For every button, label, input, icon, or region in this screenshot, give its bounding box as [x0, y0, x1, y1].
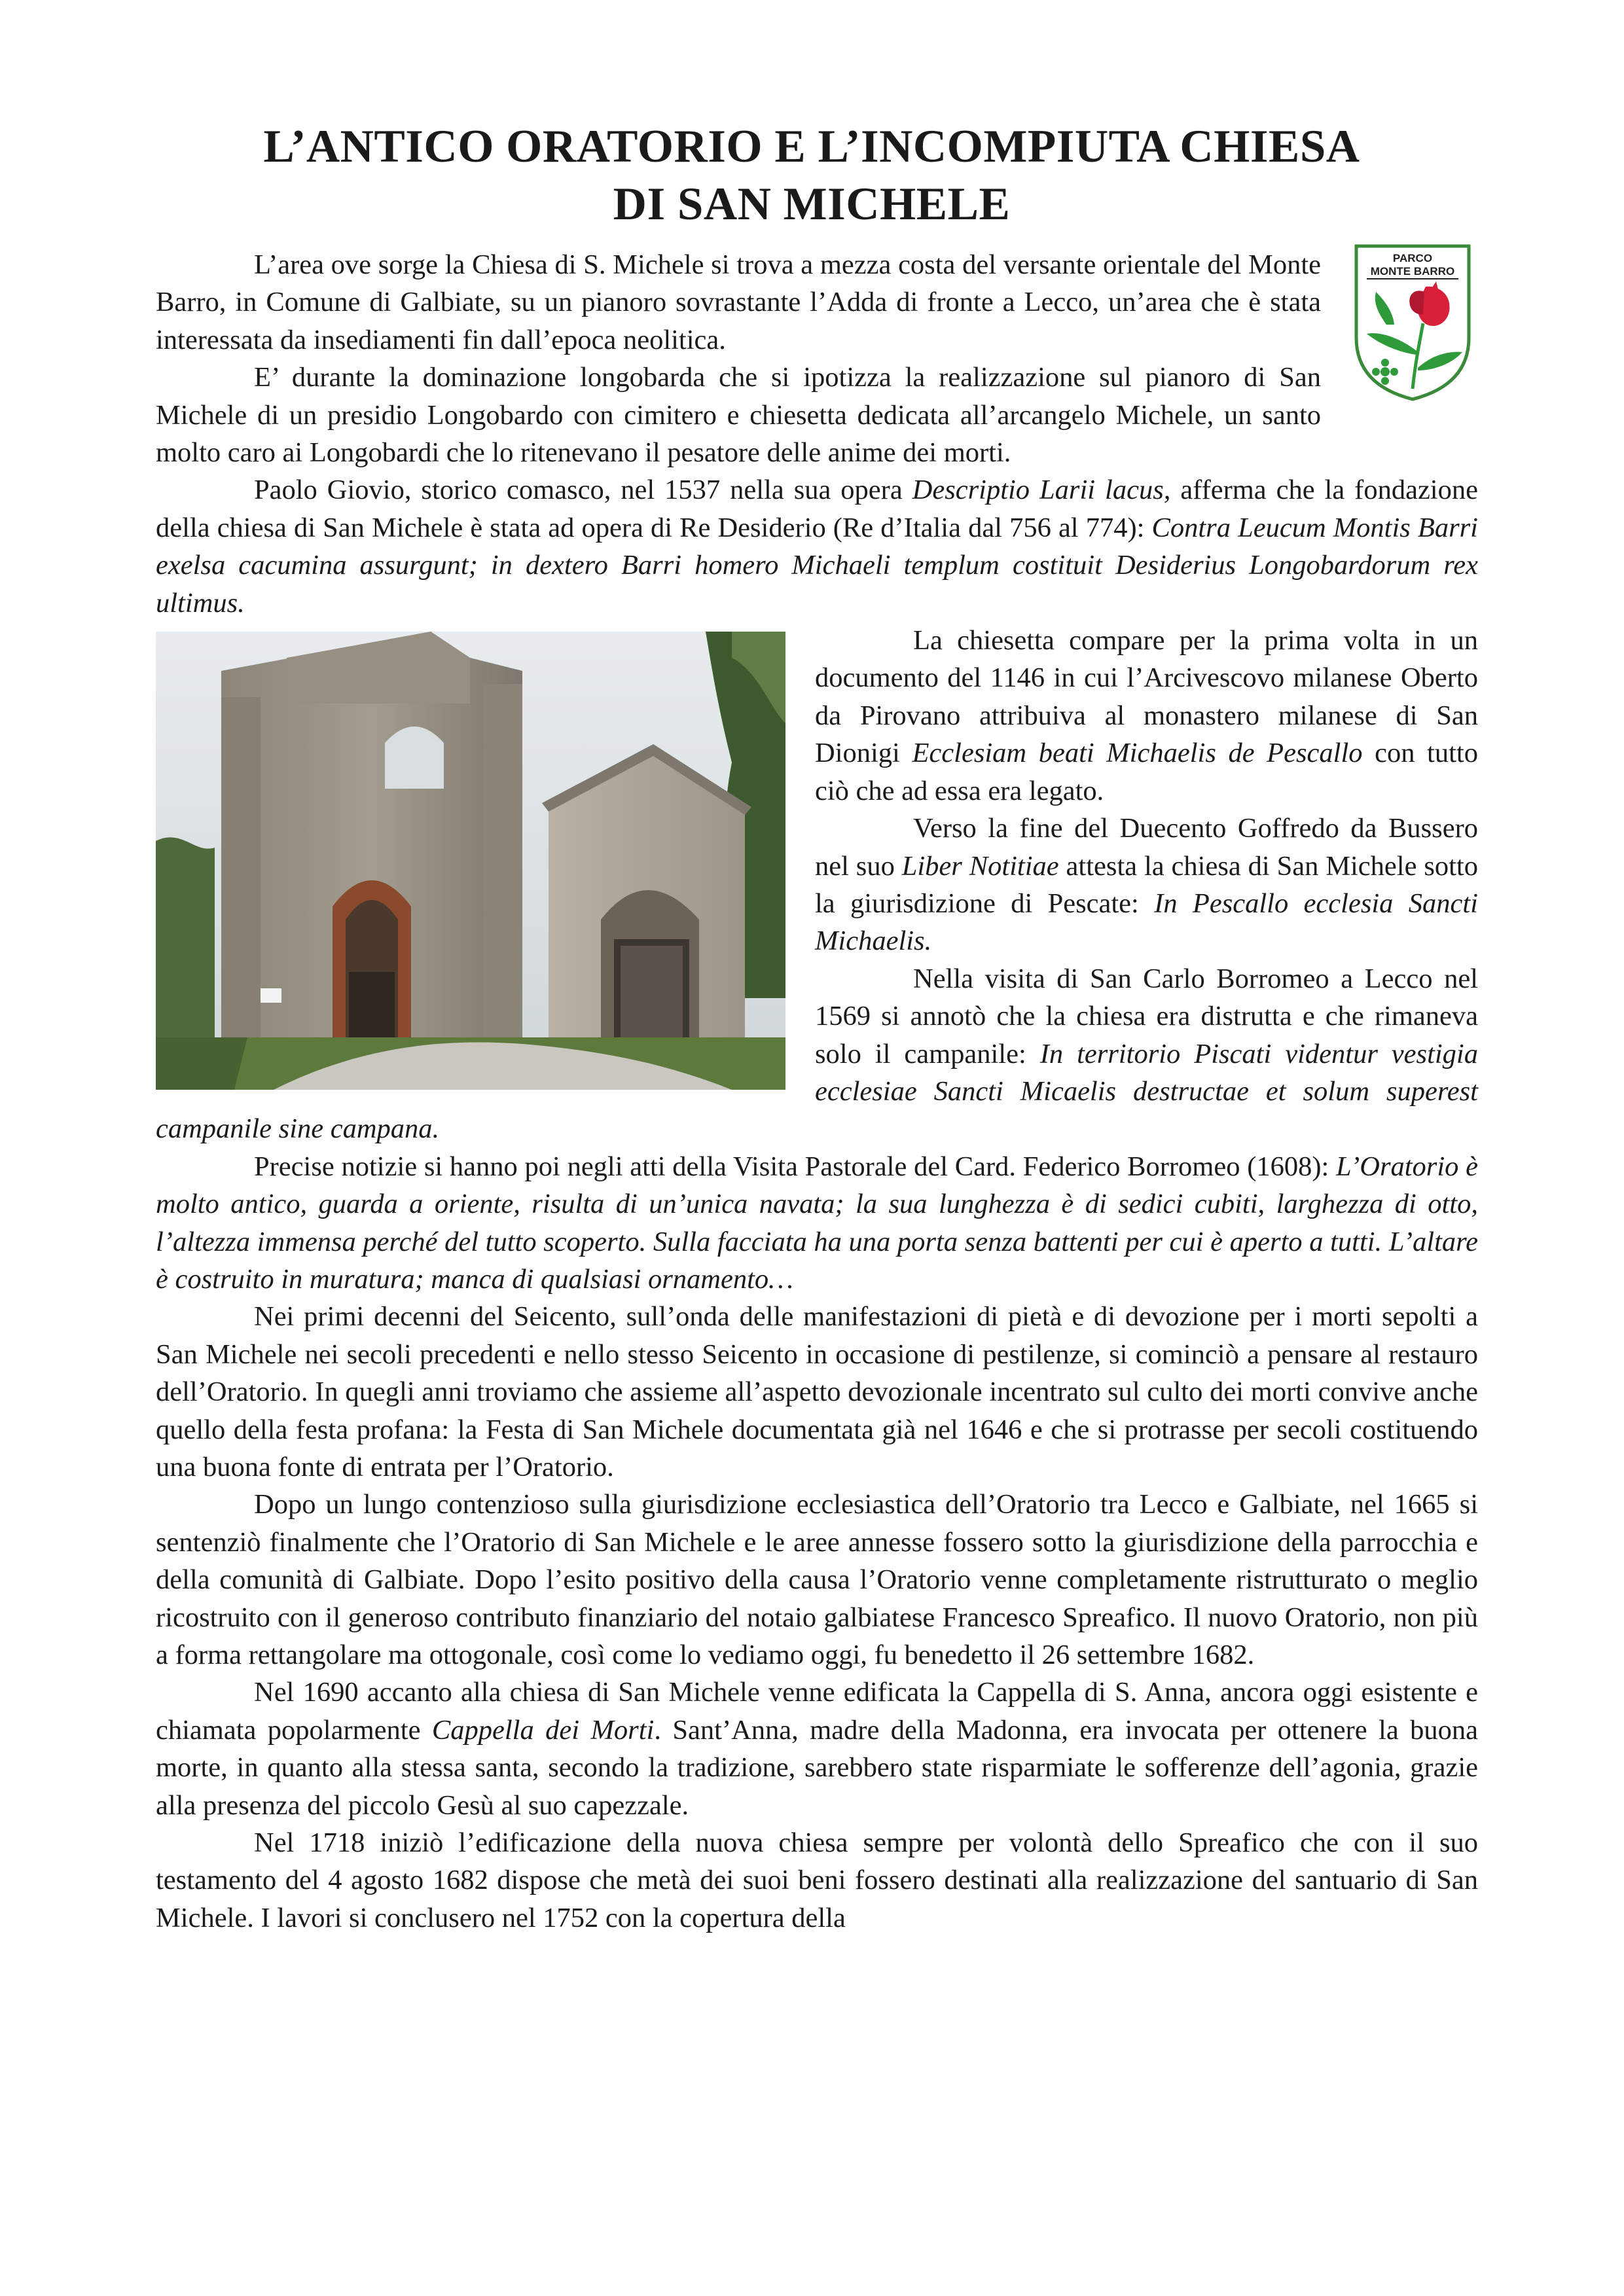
p10-text-a: Nel 1690 accanto alla chiesa di San Michele venne edificata la Cappella di S. Anna, ancora oggi esistente e chiamata popolarmente — [156, 1677, 1478, 1746]
p3-text-c: afferma che la fondazione della chiesa di San Michele è stata ad opera di Re Desiderio (Re d’Italia dal 756 al 774): — [156, 475, 1478, 543]
logo-text-top: PARCO — [1392, 252, 1433, 264]
article-body — [156, 246, 1478, 1937]
title-line-1: L’ANTICO ORATORIO E L’INCOMPIUTA CHIESA — [263, 121, 1360, 172]
p5-quote-italic: In Pescallo ecclesia Sancti Michaelis. — [815, 888, 1478, 957]
paragraph-11: Nel 1718 iniziò l’edificazione della nuova chiesa sempre per volontà dello Spreafico che con il suo testamento del 4 agosto 1682 dispose che metà dei suoi beni fossero destinati alla realizzazione del santuario di San Michele. I lavori si conclusero nel 1752 con la copertura della — [156, 1827, 1478, 1933]
p6-text-a: Nella visita di San Carlo Borromeo a Lecco nel 1569 si annotò che la chiesa era distrutta e che rimaneva solo il campanile: — [815, 963, 1478, 1069]
paragraph-3 — [156, 471, 1478, 622]
p10-text-c: . Sant’Anna, madre della Madonna, era invocata per ottenere la buona morte, in quanto alla stessa santa, secondo la tradizione, sarebbero state risparmiate le sofferenze dell’agonia, grazie alla presenza del piccolo Gesù al suo capezzale. — [156, 1714, 1478, 1821]
p7-text-a: Precise notizie si hanno poi negli atti della Visita Pastorale del Card. Federico Borromeo (1608): — [254, 1151, 1337, 1182]
paragraph-7 — [156, 1148, 1478, 1299]
paragraph-1: L’area ove sorge la Chiesa di S. Michele si trova a mezza costa del versante orientale del Monte Barro, in Comune di Galbiate, su un pianoro sovrastante l’Adda di fronte a Lecco, un’area che è stata interessata da insediamenti fin dall’epoca neolitica. — [156, 249, 1321, 355]
paragraph-10 — [156, 1674, 1478, 1824]
logo-text-bottom: MONTE BARRO — [1370, 265, 1455, 278]
p4-text-a: La chiesetta compare per la prima volta in un documento del 1146 in cui l’Arcivescovo milanese Oberto da Pirovano attribuiva al monastero milanese di San Dionigi — [815, 625, 1478, 769]
p7-quote-italic: L’Oratorio è molto antico, guarda a oriente, risulta di un’unica navata; la sua lunghezza è di sedici cubiti, larghezza di otto, l’altezza immensa perché del tutto scoperto. Sulla facciata ha una porta senza battenti per cui è aperto a tutti. L’altare è costruito in muratura; manca di qualsiasi ornamento… — [156, 1151, 1478, 1295]
p5-text-a: Verso la fine del Duecento Goffredo da Bussero nel suo — [815, 813, 1478, 882]
p6-quote-italic: In territorio Piscati videntur vestigia ecclesiae Sancti Micaelis destructae et solum superest campanile sine campana. — [156, 1038, 1478, 1145]
paragraph-2: E’ durante la dominazione longobarda che si ipotizza la realizzazione sul pianoro di San Michele di un presidio Longobardo con cimitero e chiesetta dedicata all’arcangelo Michele, un santo molto caro ai Longobardi che lo ritenevano il pesatore delle anime dei morti. — [156, 362, 1321, 469]
parco-monte-barro-logo — [1347, 240, 1478, 402]
paragraph-9: Dopo un lungo contenzioso sulla giurisdizione ecclesiastica dell’Oratorio tra Lecco e Galbiate, nel 1665 si sentenziò finalmente che l’Oratorio di San Michele e le aree annesse fossero sotto la giurisdizione della parrocchia e della comunità di Galbiate. Dopo l’esito positivo della causa l’Oratorio venne completamente ristrutturato o meglio ricostruito con il generoso contributo finanziario del notaio galbiatese Francesco Spreafico. Il nuovo Oratorio, non più a forma rettangolare ma ottogonale, così come lo vediamo oggi, fu benedetto il 26 settembre 1682. — [156, 1489, 1478, 1671]
p10-italic: Cappella dei Morti — [431, 1714, 655, 1746]
p4-text-c: con tutto ciò che ad essa era legato. — [815, 738, 1478, 806]
p3-quote-italic: Contra Leucum Montis Barri exelsa cacumina assurgunt; in dextero Barri homero Michaeli templum costituit Desiderius Longobardorum rex ultimus. — [156, 512, 1478, 619]
p5-text-c: attesta la chiesa di San Michele sotto la giurisdizione di Pescate: — [815, 850, 1478, 919]
paragraph-8: Nei primi decenni del Seicento, sull’onda delle manifestazioni di pietà e di devozione per i morti sepolti a San Michele nei secoli precedenti e nello stesso Seicento in occasione di pestilenze, si cominciò a pensare al restauro dell’Oratorio. In quegli anni troviamo che assieme all’aspetto devozionale incentrato sul culto dei morti convive anche quello della festa profana: la Festa di San Michele documentata già nel 1646 e che si protrasse per secoli costituendo una buona fonte di entrata per l’Oratorio. — [156, 1301, 1478, 1482]
page-title — [157, 118, 1466, 233]
p4-quote-italic: Ecclesiam beati Michaelis de Pescallo — [912, 738, 1363, 769]
p3-text-a: Paolo Giovio, storico comasco, nel 1537 nella sua opera — [254, 475, 912, 506]
title-line-2: DI SAN MICHELE — [613, 179, 1011, 230]
church-photo — [156, 632, 785, 1090]
p5-title-italic: Liber Notitiae — [901, 850, 1059, 882]
p3-title-italic: Descriptio Larii lacus, — [912, 475, 1171, 506]
